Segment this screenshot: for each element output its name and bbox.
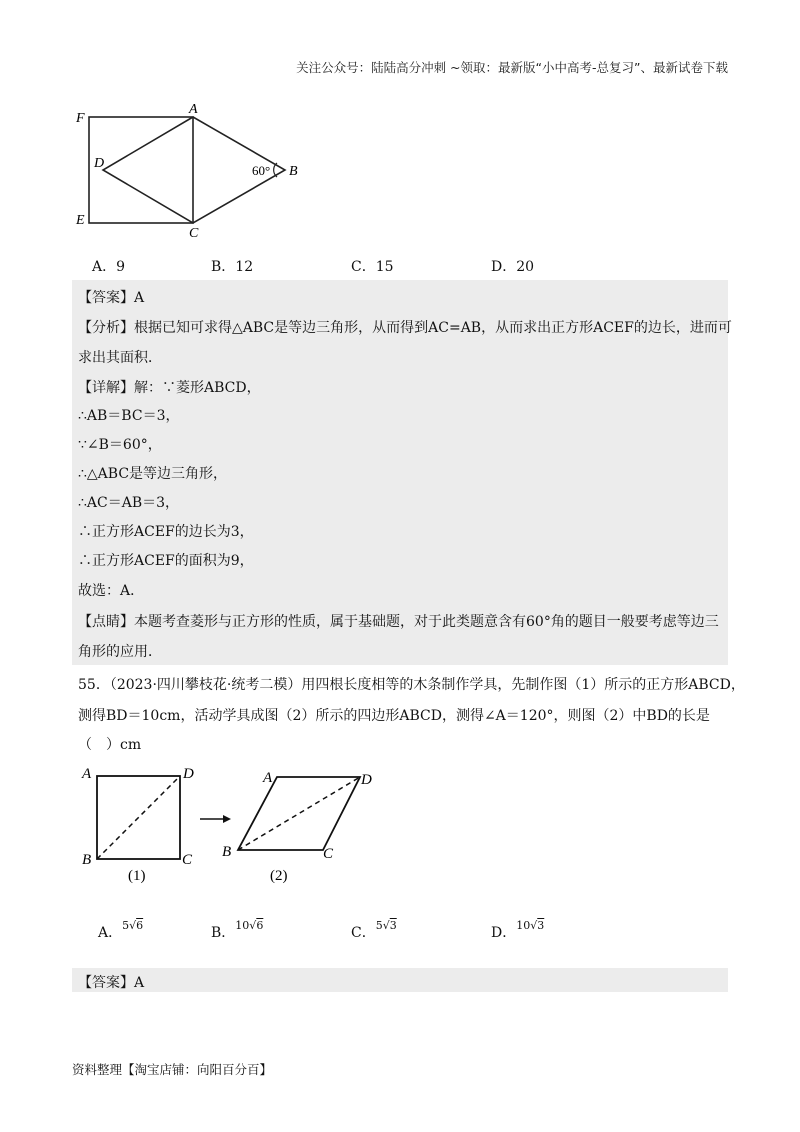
detail-line: 【详解】解：∵菱形ABCD， bbox=[78, 380, 261, 396]
step-line: ∵∠B＝60°， bbox=[78, 437, 162, 453]
step-line: ∴AB＝BC＝3， bbox=[78, 408, 180, 424]
option-c: C．15 bbox=[351, 259, 394, 275]
page-footer: 资料整理【淘宝店铺：向阳百分百】 bbox=[72, 1062, 273, 1077]
caption-2: (2) bbox=[270, 868, 288, 884]
pg-label-A: A bbox=[263, 770, 273, 786]
sq-label-A: A bbox=[82, 766, 92, 782]
answer-line: 【答案】A bbox=[78, 290, 145, 306]
pg-label-B: B bbox=[222, 844, 232, 860]
label-E: E bbox=[76, 213, 85, 228]
q55-option-d: D．$^{10√3}$ bbox=[491, 919, 545, 941]
q55-line-1: 55．（2023·四川攀枝花·统考二模）用四根长度相等的木条制作学具，先制作图（1）所示的正方形ABCD， bbox=[78, 677, 745, 693]
analysis-line-2: 求出其面积． bbox=[78, 350, 162, 366]
caption-1: (1) bbox=[128, 868, 146, 884]
label-A: A bbox=[189, 102, 198, 117]
pg-label-D: D bbox=[361, 772, 372, 788]
option-a: A．9 bbox=[92, 259, 126, 275]
label-F: F bbox=[76, 111, 85, 126]
step-line: ∴正方形ACEF的面积为9， bbox=[78, 553, 254, 569]
q55-line-3: （ ）cm bbox=[78, 737, 142, 753]
angle-label: 60° bbox=[252, 163, 271, 178]
q55-option-a: A．$^{5√6}$ bbox=[98, 919, 144, 941]
label-D: D bbox=[94, 156, 105, 171]
rhombus-square-figure bbox=[70, 100, 310, 240]
q55-answer-block bbox=[72, 968, 728, 992]
sq-label-B: B bbox=[82, 852, 92, 868]
q55-answer-line: 【答案】A bbox=[78, 975, 145, 991]
analysis-line-1: 【分析】根据已知可求得△ABC是等边三角形，从而得到AC=AB，从而求出正方形ACEF的边长，进而可 bbox=[78, 320, 732, 336]
step-line: ∴正方形ACEF的边长为3， bbox=[78, 524, 254, 540]
step-line: ∴AC＝AB＝3， bbox=[78, 495, 180, 511]
q55-option-c: C．$^{5√3}$ bbox=[351, 919, 397, 941]
label-B: B bbox=[289, 164, 298, 179]
pg-label-C: C bbox=[323, 846, 334, 862]
square-to-parallelogram-figure bbox=[80, 762, 380, 892]
option-b: B．12 bbox=[211, 259, 254, 275]
step-line: 故选：A． bbox=[78, 583, 145, 599]
option-d: D．20 bbox=[491, 259, 535, 275]
q55-option-b: B．$^{10√6}$ bbox=[211, 919, 264, 941]
q55-line-2: 测得BD＝10cm，活动学具成图（2）所示的四边形ABCD，测得∠A＝120°，则图（2）中BD的长是 bbox=[78, 708, 710, 724]
sq-label-C: C bbox=[182, 852, 193, 868]
comment-line-1: 【点睛】本题考查菱形与正方形的性质，属于基础题，对于此类题意含有60°角的题目一般要考虑等边三 bbox=[78, 614, 719, 630]
sq-label-D: D bbox=[183, 766, 194, 782]
page-header: 关注公众号：陆陆高分冲刺 ~领取：最新版“小中高考-总复习”、最新试卷下载 bbox=[296, 60, 728, 75]
label-C: C bbox=[189, 226, 199, 240]
step-line: ∴△ABC是等边三角形， bbox=[78, 466, 228, 482]
comment-line-2: 角形的应用． bbox=[78, 644, 162, 660]
